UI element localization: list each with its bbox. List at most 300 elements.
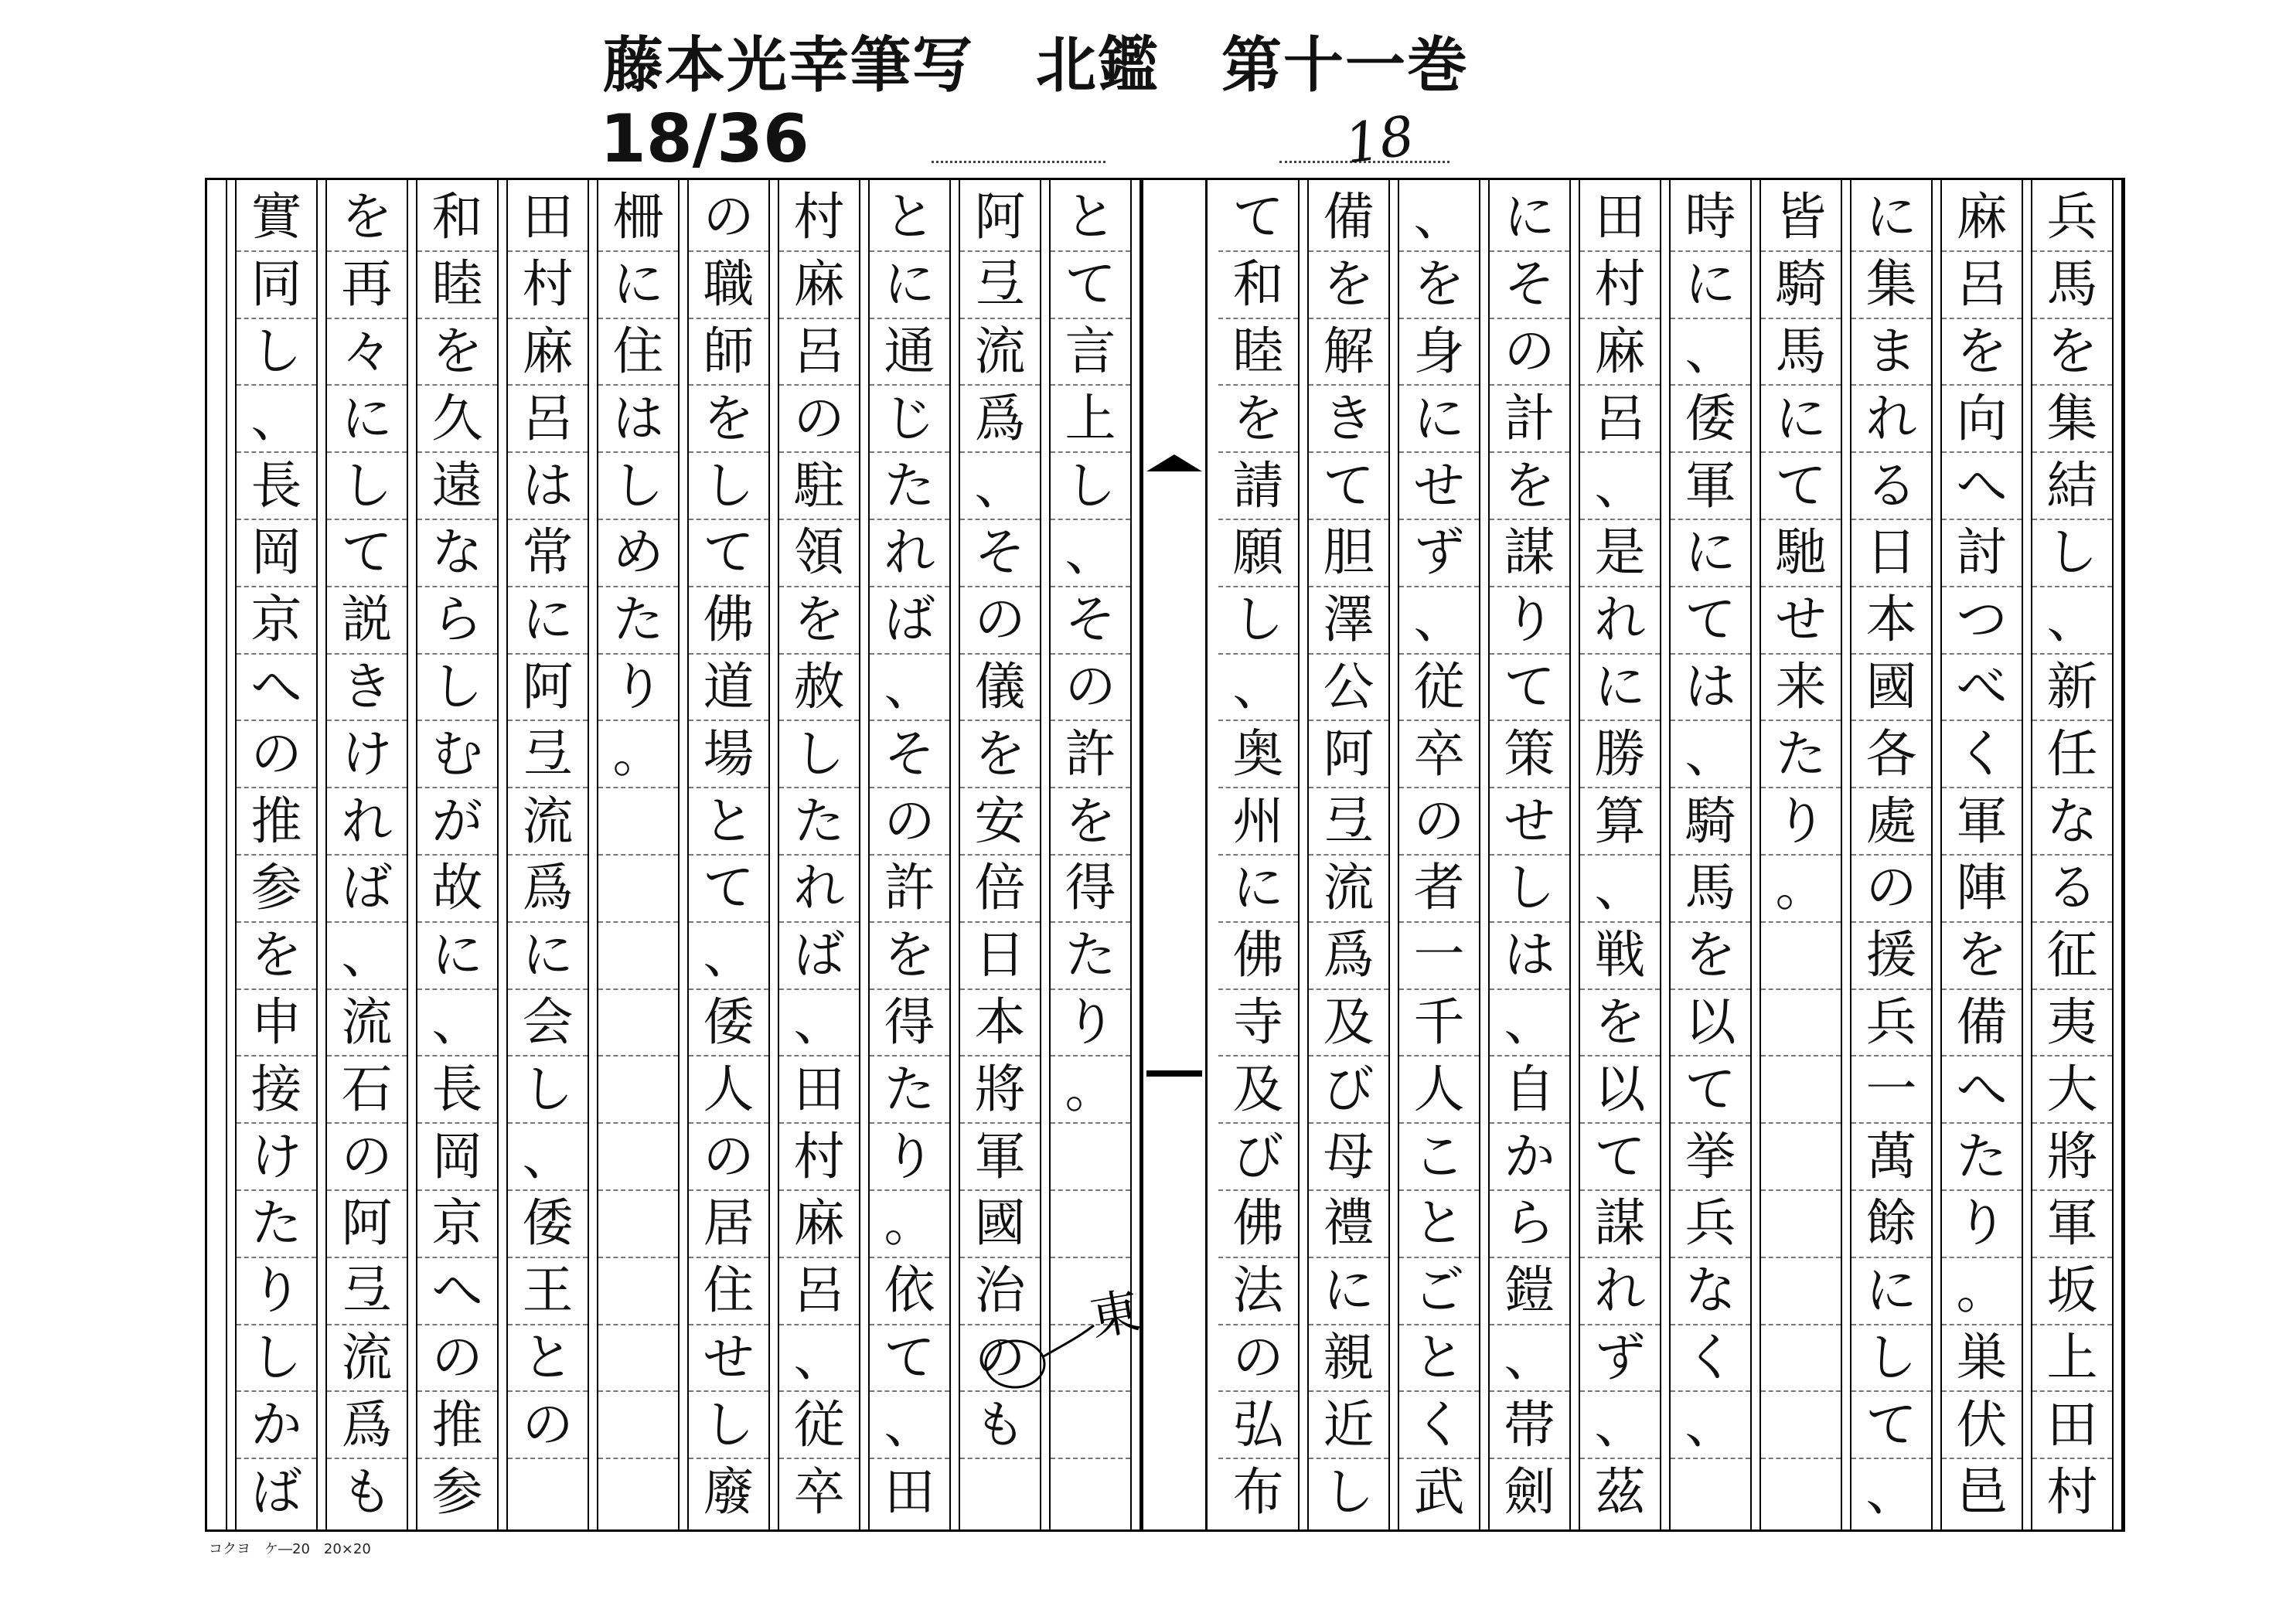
manuscript-cell: 、 bbox=[870, 1392, 949, 1459]
manuscript-cell bbox=[1761, 1325, 1841, 1393]
manuscript-cell: も bbox=[341, 1461, 393, 1522]
manuscript-cell: て bbox=[1218, 185, 1298, 252]
manuscript-cell: な bbox=[417, 520, 497, 587]
manuscript-cell: ば bbox=[250, 1461, 302, 1522]
manuscript-column bbox=[1218, 180, 1298, 1529]
manuscript-cell: を bbox=[870, 923, 949, 990]
manuscript-cell: に bbox=[1761, 386, 1841, 453]
manuscript-cell: の bbox=[237, 721, 316, 788]
manuscript-cell: の bbox=[1851, 856, 1931, 923]
manuscript-cell: 日 bbox=[1851, 520, 1931, 587]
manuscript-cell: 集 bbox=[1851, 252, 1931, 319]
manuscript-cell: 流 bbox=[327, 1325, 407, 1393]
manuscript-cell bbox=[598, 1056, 678, 1124]
manuscript-cell: 得 bbox=[870, 990, 949, 1057]
manuscript-cell: し bbox=[1490, 856, 1569, 923]
manuscript-cell bbox=[960, 1459, 1040, 1525]
manuscript-cell: 同 bbox=[237, 252, 316, 319]
manuscript-cell: 親 bbox=[1309, 1325, 1388, 1393]
manuscript-cell: 許 bbox=[870, 856, 949, 923]
manuscript-cell: れ bbox=[1580, 1258, 1660, 1325]
manuscript-cell bbox=[1761, 1056, 1841, 1124]
manuscript-cell: 、 bbox=[327, 923, 407, 990]
manuscript-cell: 流 bbox=[327, 990, 407, 1057]
manuscript-cell: 公 bbox=[1309, 655, 1388, 722]
manuscript-cell: め bbox=[598, 520, 678, 587]
manuscript-cell: ば bbox=[870, 587, 949, 655]
manuscript-cell: ま bbox=[1851, 319, 1931, 386]
manuscript-column bbox=[1942, 180, 2022, 1529]
manuscript-cell: 本 bbox=[960, 990, 1040, 1057]
manuscript-cell: 軍 bbox=[2032, 1191, 2112, 1258]
manuscript-cell: そ bbox=[870, 721, 949, 788]
column-separator bbox=[407, 180, 417, 1529]
manuscript-cell: け bbox=[237, 1124, 316, 1191]
manuscript-cell: 駐 bbox=[779, 453, 859, 520]
manuscript-cell: ら bbox=[1490, 1191, 1569, 1258]
manuscript-cell: へ bbox=[237, 655, 316, 722]
manuscript-cell: 討 bbox=[1942, 520, 2022, 587]
manuscript-cell: の bbox=[689, 185, 768, 252]
manuscript-cell: る bbox=[2032, 856, 2112, 923]
manuscript-cell: 國 bbox=[1851, 655, 1931, 722]
manuscript-cell: 、 bbox=[1580, 453, 1660, 520]
manuscript-cell: に bbox=[508, 923, 588, 990]
manuscript-cell: 従 bbox=[1399, 655, 1479, 722]
manuscript-cell: 倭 bbox=[508, 1191, 588, 1258]
manuscript-cell: 職 bbox=[689, 252, 768, 319]
manuscript-cell: 鎧 bbox=[1490, 1258, 1569, 1325]
manuscript-cell: 時 bbox=[1671, 185, 1750, 252]
annotation-mark bbox=[962, 1279, 1148, 1395]
manuscript-cell: 領 bbox=[779, 520, 859, 587]
manuscript-cell: 向 bbox=[1942, 386, 2022, 453]
manuscript-cell: て bbox=[1309, 453, 1388, 520]
manuscript-cell: せ bbox=[1399, 453, 1479, 520]
manuscript-cell: く bbox=[1671, 1325, 1750, 1393]
manuscript-cell: 謀 bbox=[1490, 520, 1569, 587]
manuscript-cell: し bbox=[327, 453, 407, 520]
manuscript-cell: た bbox=[237, 1191, 316, 1258]
manuscript-cell: じ bbox=[870, 386, 949, 453]
manuscript-cell bbox=[1761, 1459, 1841, 1525]
manuscript-cell: 弖 bbox=[327, 1258, 407, 1325]
manuscript-cell: 謀 bbox=[1580, 1191, 1660, 1258]
manuscript-cell: 、 bbox=[1490, 990, 1569, 1057]
manuscript-cell: 澤 bbox=[1309, 587, 1388, 655]
manuscript-cell: り bbox=[1942, 1191, 2022, 1258]
manuscript-cell: せ bbox=[1490, 788, 1569, 856]
manuscript-cell: 麻 bbox=[779, 252, 859, 319]
manuscript-cell: 軍 bbox=[1942, 788, 2022, 856]
manuscript-cell: 従 bbox=[779, 1392, 859, 1459]
manuscript-cell: 、 bbox=[1399, 587, 1479, 655]
manuscript-cell: を bbox=[417, 319, 497, 386]
manuscript-cell: き bbox=[327, 655, 407, 722]
manuscript-cell: 阿 bbox=[327, 1191, 407, 1258]
manuscript-cell: の bbox=[1399, 788, 1479, 856]
annotation-text: 東 bbox=[1085, 1282, 1145, 1348]
manuscript-cell: 推 bbox=[237, 788, 316, 856]
manuscript-cell: 帯 bbox=[1490, 1392, 1569, 1459]
manuscript-cell: を bbox=[1490, 453, 1569, 520]
manuscript-cell: 以 bbox=[1671, 990, 1750, 1057]
manuscript-cell: に bbox=[1851, 185, 1931, 252]
manuscript-cell: 備 bbox=[1942, 990, 2022, 1057]
manuscript-cell: し bbox=[689, 1392, 768, 1459]
manuscript-cell: て bbox=[1671, 587, 1750, 655]
manuscript-cell: 一 bbox=[1851, 1056, 1931, 1124]
manuscript-cell: と bbox=[1399, 1325, 1479, 1393]
manuscript-cell: に bbox=[870, 252, 949, 319]
manuscript-cell: 石 bbox=[327, 1056, 407, 1124]
manuscript-cell: 呂 bbox=[779, 319, 859, 386]
manuscript-cell: を bbox=[1218, 386, 1298, 453]
manuscript-column bbox=[689, 180, 768, 1529]
manuscript-cell: し bbox=[1218, 587, 1298, 655]
manuscript-cell bbox=[598, 856, 678, 923]
manuscript-cell: か bbox=[1490, 1124, 1569, 1191]
manuscript-cell: も bbox=[960, 1392, 1040, 1459]
manuscript-cell: を bbox=[689, 386, 768, 453]
column-separator bbox=[316, 180, 327, 1529]
manuscript-cell: 和 bbox=[417, 185, 497, 252]
manuscript-column bbox=[1490, 180, 1569, 1529]
manuscript-cell: 田 bbox=[508, 185, 588, 252]
manuscript-cell: て bbox=[1490, 655, 1569, 722]
manuscript-cell: 爲 bbox=[1309, 923, 1388, 990]
manuscript-cell: 、 bbox=[1218, 655, 1298, 722]
manuscript-cell: 以 bbox=[1580, 1056, 1660, 1124]
manuscript-cell: 結 bbox=[2032, 453, 2112, 520]
manuscript-cell: れ bbox=[327, 788, 407, 856]
manuscript-cell: 佛 bbox=[1218, 1191, 1298, 1258]
manuscript-cell: ば bbox=[327, 856, 407, 923]
header-dotted-line-left bbox=[932, 161, 1105, 163]
manuscript-cell: 申 bbox=[237, 990, 316, 1057]
manuscript-cell: の bbox=[1490, 319, 1569, 386]
manuscript-cell: 、 bbox=[779, 1325, 859, 1393]
column-separator bbox=[497, 180, 508, 1529]
manuscript-cell: 住 bbox=[598, 319, 678, 386]
manuscript-cell: 岡 bbox=[237, 520, 316, 587]
column-separator bbox=[588, 180, 598, 1529]
manuscript-cell: 京 bbox=[237, 587, 316, 655]
manuscript-cell: 師 bbox=[689, 319, 768, 386]
manuscript-cell: て bbox=[870, 1325, 949, 1393]
manuscript-cell: し bbox=[1323, 1461, 1375, 1522]
manuscript-cell: 計 bbox=[1490, 386, 1569, 453]
manuscript-cell: 説 bbox=[327, 587, 407, 655]
manuscript-cell: り bbox=[1051, 990, 1130, 1057]
manuscript-cell: せ bbox=[1761, 587, 1841, 655]
manuscript-column bbox=[598, 180, 678, 1529]
manuscript-cell: 近 bbox=[1309, 1392, 1388, 1459]
manuscript-cell: に bbox=[598, 252, 678, 319]
manuscript-cell: に bbox=[508, 587, 588, 655]
manuscript-cell: 願 bbox=[1218, 520, 1298, 587]
manuscript-cell: 。 bbox=[598, 721, 678, 788]
manuscript-cell: り bbox=[1761, 788, 1841, 856]
manuscript-cell: 。 bbox=[1942, 1258, 2022, 1325]
manuscript-cell: 卒 bbox=[1399, 721, 1479, 788]
manuscript-cell bbox=[598, 1258, 678, 1325]
column-separator bbox=[768, 180, 779, 1529]
manuscript-cell: 兵 bbox=[2032, 185, 2112, 252]
manuscript-cell: 挙 bbox=[1671, 1124, 1750, 1191]
column-separator bbox=[1841, 180, 1851, 1529]
manuscript-cell: 及 bbox=[1309, 990, 1388, 1057]
manuscript-cell: 伏 bbox=[1942, 1392, 2022, 1459]
manuscript-cell: て bbox=[1580, 1124, 1660, 1191]
manuscript-cell: 廢 bbox=[703, 1461, 755, 1522]
manuscript-cell: 睦 bbox=[417, 252, 497, 319]
manuscript-cell: 餘 bbox=[1851, 1191, 1931, 1258]
manuscript-cell: く bbox=[1942, 721, 2022, 788]
manuscript-cell: 騎 bbox=[1761, 252, 1841, 319]
manuscript-cell: 算 bbox=[1580, 788, 1660, 856]
manuscript-cell: 参 bbox=[237, 856, 316, 923]
manuscript-cell: 本 bbox=[1851, 587, 1931, 655]
manuscript-cell bbox=[1051, 1191, 1130, 1258]
manuscript-column bbox=[1671, 180, 1750, 1529]
manuscript-cell: 会 bbox=[508, 990, 588, 1057]
manuscript-cell: び bbox=[1218, 1124, 1298, 1191]
manuscript-cell: を bbox=[327, 185, 407, 252]
manuscript-cell: く bbox=[1399, 1392, 1479, 1459]
manuscript-cell: に bbox=[1851, 1258, 1931, 1325]
manuscript-cell bbox=[1051, 1392, 1130, 1459]
manuscript-cell bbox=[1761, 990, 1841, 1057]
manuscript-cell: 場 bbox=[689, 721, 768, 788]
manuscript-cell: 阿 bbox=[960, 185, 1040, 252]
manuscript-cell: 麻 bbox=[1942, 185, 2022, 252]
manuscript-cell: て bbox=[1851, 1392, 1931, 1459]
handwritten-page-number: 18 bbox=[1340, 104, 1419, 176]
manuscript-cell: 禮 bbox=[1309, 1191, 1388, 1258]
manuscript-cell: 京 bbox=[417, 1191, 497, 1258]
manuscript-cell: 自 bbox=[1490, 1056, 1569, 1124]
manuscript-cell: た bbox=[779, 788, 859, 856]
manuscript-cell: 爲 bbox=[327, 1392, 407, 1459]
manuscript-cell: 、 bbox=[1490, 1325, 1569, 1393]
manuscript-cell: 呂 bbox=[1942, 252, 2022, 319]
manuscript-cell: が bbox=[417, 788, 497, 856]
manuscript-cell: 流 bbox=[508, 788, 588, 856]
manuscript-cell: 田 bbox=[884, 1461, 935, 1522]
manuscript-cell: の bbox=[508, 1392, 588, 1459]
manuscript-cell: 一 bbox=[1399, 923, 1479, 990]
column-separator bbox=[1298, 180, 1309, 1529]
manuscript-cell: 村 bbox=[1580, 252, 1660, 319]
manuscript-cell: を bbox=[1580, 990, 1660, 1057]
manuscript-cell: 弖 bbox=[508, 721, 588, 788]
manuscript-cell: 上 bbox=[1051, 386, 1130, 453]
manuscript-cell: 卒 bbox=[793, 1461, 845, 1522]
manuscript-cell: せ bbox=[689, 1325, 768, 1393]
column-separator bbox=[1388, 180, 1399, 1529]
manuscript-cell: 倭 bbox=[689, 990, 768, 1057]
manuscript-cell: 治 bbox=[960, 1258, 1040, 1325]
manuscript-cell: の bbox=[960, 587, 1040, 655]
manuscript-cell: 長 bbox=[237, 453, 316, 520]
manuscript-cell: 、 bbox=[779, 990, 859, 1057]
document-title: 藤本光幸筆写 北鑑 第十一巻 bbox=[603, 31, 1470, 100]
manuscript-column bbox=[779, 180, 859, 1529]
manuscript-cell: て bbox=[1761, 453, 1841, 520]
manuscript-cell: 阿 bbox=[1309, 721, 1388, 788]
manuscript-cell: 、 bbox=[1865, 1461, 1917, 1522]
manuscript-column bbox=[1399, 180, 1479, 1529]
manuscript-cell bbox=[598, 990, 678, 1057]
manuscript-cell: ば bbox=[779, 923, 859, 990]
manuscript-cell: ず bbox=[1399, 520, 1479, 587]
manuscript-cell: し bbox=[237, 319, 316, 386]
manuscript-cell: 住 bbox=[689, 1258, 768, 1325]
manuscript-cell: と bbox=[1051, 185, 1130, 252]
manuscript-cell: か bbox=[237, 1392, 316, 1459]
manuscript-cell: 佛 bbox=[689, 587, 768, 655]
sheet-center-gutter bbox=[1141, 180, 1208, 1529]
manuscript-cell: を bbox=[1309, 252, 1388, 319]
manuscript-cell: 言 bbox=[1051, 319, 1130, 386]
manuscript-cell: は bbox=[508, 453, 588, 520]
manuscript-cell: 巣 bbox=[1942, 1325, 2022, 1393]
manuscript-cell: そ bbox=[960, 520, 1040, 587]
manuscript-cell: 故 bbox=[417, 856, 497, 923]
manuscript-cell bbox=[598, 923, 678, 990]
manuscript-cell: 征 bbox=[2032, 923, 2112, 990]
manuscript-cell: 村 bbox=[2046, 1461, 2098, 1522]
manuscript-cell: 夷 bbox=[2032, 990, 2112, 1057]
manuscript-cell: へ bbox=[417, 1258, 497, 1325]
manuscript-cell: 新 bbox=[2032, 655, 2112, 722]
manuscript-cell: 、 bbox=[1051, 520, 1130, 587]
column-separator bbox=[859, 180, 870, 1529]
manuscript-cell: は bbox=[598, 386, 678, 453]
manuscript-cell: 上 bbox=[2032, 1325, 2112, 1393]
manuscript-cell: 倭 bbox=[1671, 386, 1750, 453]
column-separator bbox=[949, 180, 960, 1529]
manuscript-cell: と bbox=[689, 788, 768, 856]
manuscript-cell: 兵 bbox=[1671, 1191, 1750, 1258]
manuscript-cell: 軍 bbox=[960, 1124, 1040, 1191]
manuscript-cell: て bbox=[689, 520, 768, 587]
manuscript-cell: 騎 bbox=[1671, 788, 1750, 856]
manuscript-cell: の bbox=[327, 1124, 407, 1191]
manuscript-cell: 赦 bbox=[779, 655, 859, 722]
manuscript-cell: 佛 bbox=[1218, 923, 1298, 990]
manuscript-cell: に bbox=[1399, 386, 1479, 453]
manuscript-sheet bbox=[205, 178, 2125, 1532]
manuscript-cell: 、 bbox=[1580, 856, 1660, 923]
manuscript-column bbox=[417, 180, 497, 1529]
manuscript-cell: を bbox=[1051, 788, 1130, 856]
manuscript-cell: 戦 bbox=[1580, 923, 1660, 990]
manuscript-cell: ご bbox=[1399, 1258, 1479, 1325]
manuscript-cell: そ bbox=[1051, 587, 1130, 655]
manuscript-cell: を bbox=[237, 923, 316, 990]
column-separator bbox=[226, 180, 237, 1529]
manuscript-cell: の bbox=[417, 1325, 497, 1393]
manuscript-cell: て bbox=[1671, 1056, 1750, 1124]
manuscript-cell: に bbox=[1671, 252, 1750, 319]
manuscript-cell: り bbox=[1490, 587, 1569, 655]
manuscript-cell: 及 bbox=[1218, 1056, 1298, 1124]
manuscript-cell: な bbox=[2032, 788, 2112, 856]
manuscript-cell: 田 bbox=[779, 1056, 859, 1124]
manuscript-cell: 推 bbox=[417, 1392, 497, 1459]
manuscript-cell: の bbox=[689, 1124, 768, 1191]
manuscript-cell: 日 bbox=[960, 923, 1040, 990]
manuscript-cell: 、 bbox=[1671, 1392, 1750, 1459]
manuscript-cell bbox=[1051, 1459, 1130, 1525]
manuscript-cell: 村 bbox=[779, 1124, 859, 1191]
manuscript-cell: 陣 bbox=[1942, 856, 2022, 923]
manuscript-cell: 任 bbox=[2032, 721, 2112, 788]
manuscript-cell: 呂 bbox=[779, 1258, 859, 1325]
manuscript-column bbox=[2032, 180, 2112, 1529]
manuscript-cell: 弖 bbox=[1309, 788, 1388, 856]
paper-label: コクヨ ケ―20 20×20 bbox=[209, 1541, 371, 1557]
manuscript-cell: 、 bbox=[689, 923, 768, 990]
manuscript-cell: の bbox=[870, 788, 949, 856]
manuscript-cell: た bbox=[870, 453, 949, 520]
manuscript-cell: て bbox=[327, 520, 407, 587]
manuscript-cell: た bbox=[1761, 721, 1841, 788]
manuscript-cell: そ bbox=[1490, 252, 1569, 319]
manuscript-cell: 許 bbox=[1051, 721, 1130, 788]
manuscript-cell: 將 bbox=[2032, 1124, 2112, 1191]
manuscript-cell: れ bbox=[1580, 587, 1660, 655]
manuscript-cell: 倍 bbox=[960, 856, 1040, 923]
manuscript-column bbox=[237, 180, 316, 1529]
manuscript-cell: て bbox=[1051, 252, 1130, 319]
manuscript-cell: り bbox=[598, 655, 678, 722]
gutter-bottom-mark bbox=[1146, 1070, 1202, 1077]
manuscript-cell: 儀 bbox=[960, 655, 1040, 722]
manuscript-cell: 人 bbox=[689, 1056, 768, 1124]
manuscript-cell: 村 bbox=[779, 185, 859, 252]
manuscript-cell: 弘 bbox=[1218, 1392, 1298, 1459]
manuscript-cell: を bbox=[960, 721, 1040, 788]
manuscript-cell: と bbox=[870, 185, 949, 252]
manuscript-cell: れ bbox=[1851, 386, 1931, 453]
manuscript-cell: 得 bbox=[1051, 856, 1130, 923]
manuscript-cell: ら bbox=[417, 587, 497, 655]
manuscript-cell bbox=[598, 1392, 678, 1459]
manuscript-column bbox=[1761, 180, 1841, 1529]
manuscript-cell: 是 bbox=[1580, 520, 1660, 587]
manuscript-cell: し bbox=[2032, 520, 2112, 587]
manuscript-cell: 、 bbox=[508, 1124, 588, 1191]
manuscript-cell: け bbox=[327, 721, 407, 788]
column-separator bbox=[678, 180, 689, 1529]
manuscript-cell bbox=[1761, 1392, 1841, 1459]
manuscript-cell: し bbox=[689, 453, 768, 520]
manuscript-cell: た bbox=[1051, 923, 1130, 990]
manuscript-cell: 邑 bbox=[1956, 1461, 2008, 1522]
column-separator bbox=[1479, 180, 1490, 1529]
manuscript-cell: 、 bbox=[1671, 319, 1750, 386]
manuscript-cell: き bbox=[1309, 386, 1388, 453]
manuscript-cell: 参 bbox=[431, 1461, 483, 1522]
manuscript-cell: 州 bbox=[1218, 788, 1298, 856]
manuscript-column bbox=[1580, 180, 1660, 1529]
manuscript-cell: し bbox=[237, 1325, 316, 1393]
manuscript-cell: を bbox=[1942, 923, 2022, 990]
manuscript-cell bbox=[598, 788, 678, 856]
